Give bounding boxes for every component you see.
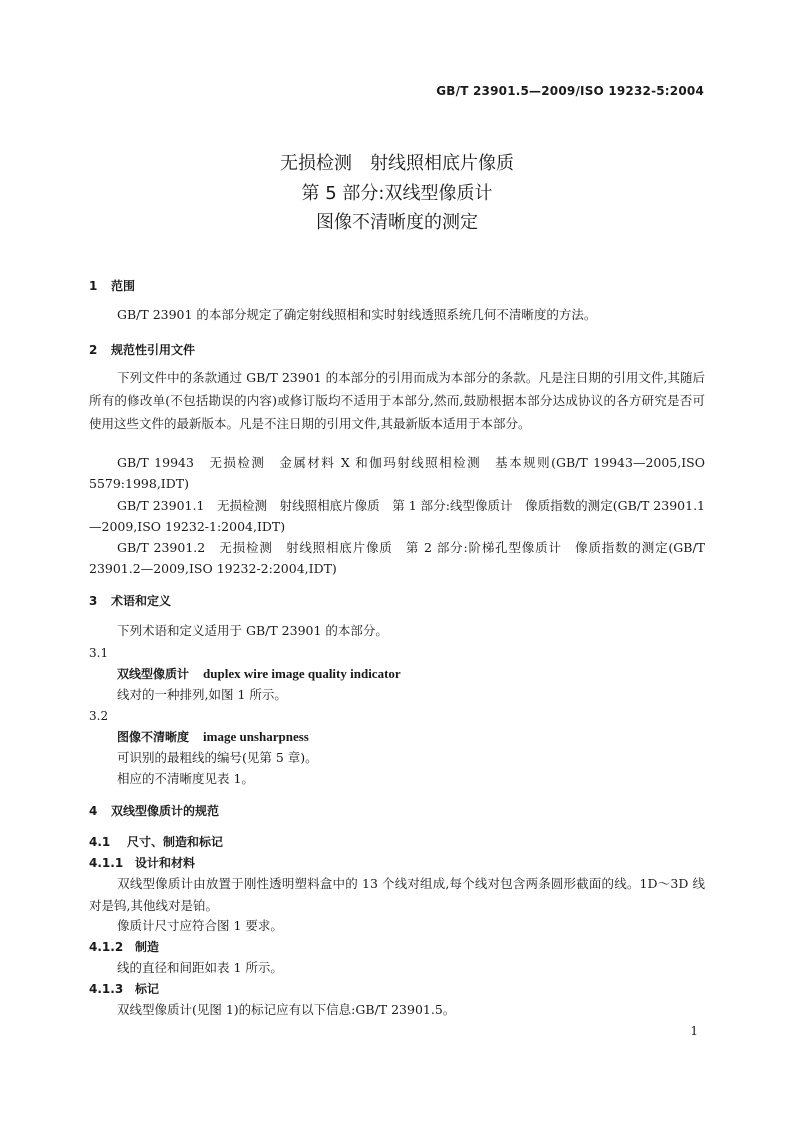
section-3-heading: 3 术语和定义 xyxy=(89,594,172,608)
term-3-1-definition: 线对的一种排列,如图 1 所示。 xyxy=(117,687,287,702)
title-line-3: 图像不清晰度的测定 xyxy=(316,212,478,233)
section-4-1-3-paragraph: 双线型像质计(见图 1)的标记应有以下信息:GB/T 23901.5。 xyxy=(117,1002,456,1017)
title-line-1: 无损检测 射线照相底片像质 xyxy=(280,153,514,174)
section-1-paragraph: GB/T 23901 的本部分规定了确定射线照相和实时射线透照系统几何不清晰度的方法。 xyxy=(117,307,597,322)
page-number: 1 xyxy=(690,1024,698,1038)
section-4-1-2-heading: 4.1.2 制造 xyxy=(89,940,160,954)
reference-gbt-23901-2: GB/T 23901.2 无损检测 射线照相底片像质 第 2 部分:阶梯孔型像质计 像质指数的测定(GB/T 23901.2—2009,ISO 19232-2:2004,IDT) xyxy=(89,540,705,576)
section-4-heading: 4 双线型像质计的规范 xyxy=(89,804,220,818)
term-3-2: 图像不清晰度 image unsharpness xyxy=(117,729,309,744)
section-3-paragraph: 下列术语和定义适用于 GB/T 23901 的本部分。 xyxy=(117,623,388,638)
section-4-1-1-paragraph: 双线型像质计由放置于刚性透明塑料盒中的 13 个线对组成,每个线对包含两条圆形截面的线。1D～3D 线对是钨,其他线对是铂。 xyxy=(89,876,705,913)
term-3-1-number: 3.1 xyxy=(89,646,109,660)
section-4-1-2-paragraph: 线的直径和间距如表 1 所示。 xyxy=(117,960,283,975)
title-line-2: 第 5 部分:双线型像质计 xyxy=(301,183,493,204)
section-2-paragraph: 下列文件中的条款通过 GB/T 23901 的本部分的引用而成为本部分的条款。凡是注日期的引用文件,其随后所有的修改单(不包括勘误的内容)或修订版均不适用于本部分,然而,鼓励根据本部分达成协议的各方研究是否可使用这些文件的最新版本。凡是不注日期的引用文件,其最新版本适用于本部分。 xyxy=(89,370,705,431)
term-3-2-number: 3.2 xyxy=(89,709,109,723)
section-4-1-1-heading: 4.1.1 设计和材料 xyxy=(89,856,196,870)
reference-gbt-23901-1: GB/T 23901.1 无损检测 射线照相底片像质 第 1 部分:线型像质计 像质指数的测定(GB/T 23901.1—2009,ISO 19232-1:2004,IDT) xyxy=(89,498,705,534)
section-1-heading: 1 范围 xyxy=(89,279,136,293)
section-4-1-3-heading: 4.1.3 标记 xyxy=(89,982,160,996)
term-3-1: 双线型像质计 duplex wire image quality indicator xyxy=(117,666,401,681)
term-3-2-note: 相应的不清晰度见表 1。 xyxy=(117,771,254,786)
reference-gbt-19943: GB/T 19943 无损检测 金属材料 X 和伽玛射线照相检测 基本规则(GB/T 19943—2005,ISO 5579:1998,IDT) xyxy=(89,455,705,491)
term-3-2-definition: 可识别的最粗线的编号(见第 5 章)。 xyxy=(117,750,318,765)
standard-number: GB/T 23901.5—2009/ISO 19232-5:2004 xyxy=(436,84,704,98)
section-4-1-1-note: 像质计尺寸应符合图 1 要求。 xyxy=(117,918,283,933)
section-4-1-heading: 4.1 尺寸、制造和标记 xyxy=(89,835,224,849)
section-2-heading: 2 规范性引用文件 xyxy=(89,343,196,357)
